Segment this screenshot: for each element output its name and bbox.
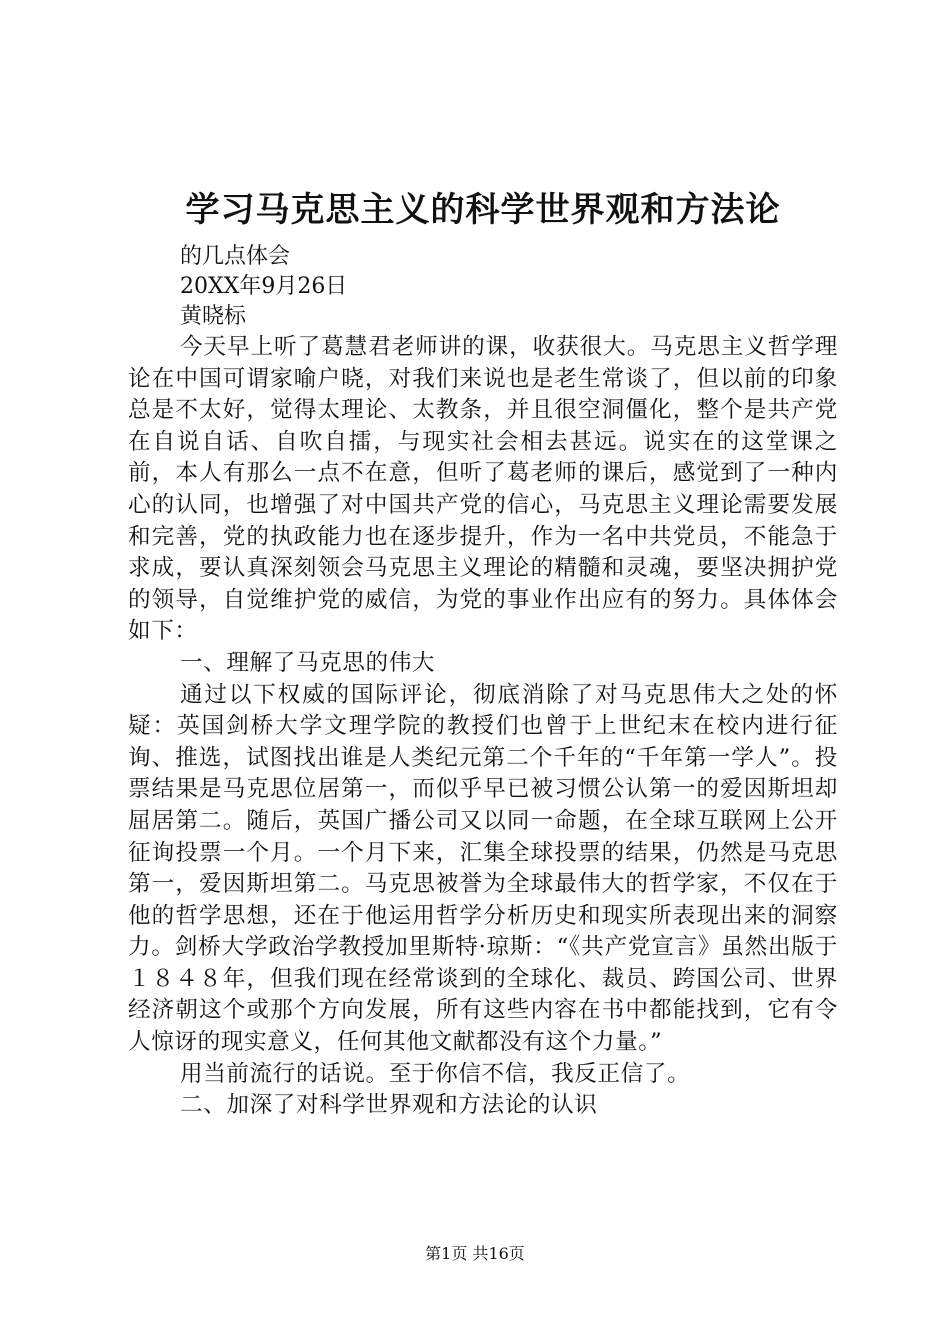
document-date: 20XX年9月26日 bbox=[180, 274, 348, 299]
document-title: 学习马克思主义的科学世界观和方法论 bbox=[185, 190, 781, 230]
section-heading-1: 一、理解了马克思的伟大 bbox=[180, 649, 436, 676]
paragraph-marx-greatness: 通过以下权威的国际评论，彻底消除了对马克思伟大之处的怀疑：英国剑桥大学文理学院的教授们也曾于上世纪末在校内进行征询、推选，试图找出谁是人类纪元第二个千年的“千年第一学人”。投票结果是马克思位居第一，而似乎早已被习惯公认第一的爱因斯坦却屈居第二。随后，英国广播公司又以同一命题，在全球互联网上公开征询投票一个月。一个月下来，汇集全球投票的结果，仍然是马克思第一，爱因斯坦第二。马克思被誉为全球最伟大的哲学家，不仅在于他的哲学思想，还在于他运用哲学分析历史和现实所表现出来的洞察力。剑桥大学政治学教授加里斯特·琼斯：“《共产党宣言》虽然出版于１８４８年，但我们现在经常谈到的全球化、裁员、跨国公司、世界经济朝这个或那个方向发展，所有这些内容在书中都能找到，它有令人惊讶的现实意义，任何其他文献都没有这个力量。” bbox=[128, 681, 838, 1056]
document-author: 黄晓标 bbox=[180, 304, 247, 329]
page-footer: 第1页 共16页 bbox=[425, 1244, 525, 1263]
paragraph-remark: 用当前流行的话说。至于你信不信，我反正信了。 bbox=[180, 1060, 691, 1087]
document-body bbox=[128, 180, 838, 1122]
paragraph-intro: 今天早上听了葛慧君老师讲的课，收获很大。马克思主义哲学理论在中国可谓家喻户晓，对我们来说也是老生常谈了，但以前的印象总是不太好，觉得太理论、太教条，并且很空洞僵化，整个是共产党在自说自话、自吹自擂，与现实社会相去甚远。说实在的这堂课之前，本人有那么一点不在意，但听了葛老师的课后，感觉到了一种内心的认同，也增强了对中国共产党的信心，马克思主义理论需要发展和完善，党的执政能力也在逐步提升，作为一名中共党员，不能急于求成，要认真深刻领会马克思主义理论的精髓和灵魂，要坚决拥护党的领导，自觉维护党的威信，为党的事业作出应有的努力。具体体会如下： bbox=[128, 334, 838, 645]
document-subtitle: 的几点体会 bbox=[180, 244, 291, 269]
section-heading-2: 二、加深了对科学世界观和方法论的认识 bbox=[180, 1092, 598, 1119]
